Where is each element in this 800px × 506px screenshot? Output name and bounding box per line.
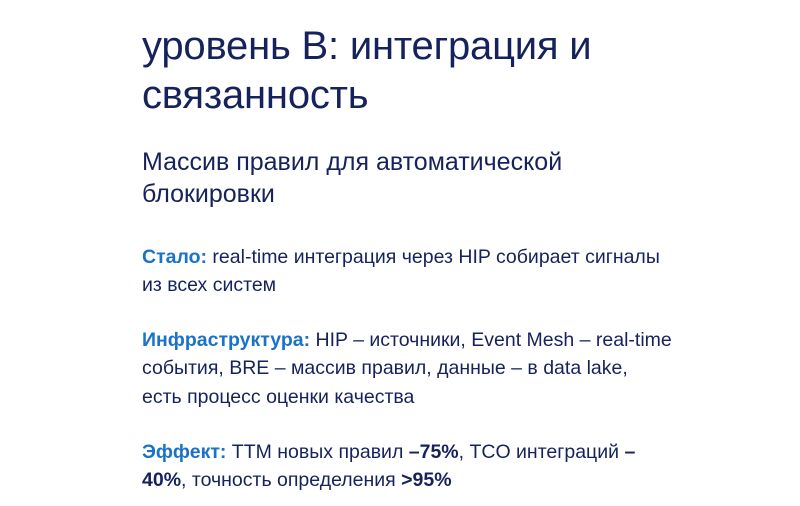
bullet-lead: Стало: [142, 245, 208, 268]
bullet-body: real-time интеграция через HIP собирает сигналы из всех систем [142, 245, 660, 296]
bullet-lead: Инфраструктура: [142, 329, 311, 352]
page-title: уровень B: интеграция и связанность [142, 24, 592, 117]
bullet-body: HIP – источники, Event Mesh – real-time события, BRE – массив правил, данные – в data lake, есть процесс оценки качества [142, 329, 672, 408]
slide-subtitle: Массив правил для автоматической блокировки [142, 147, 563, 209]
bullet-list [142, 243, 740, 495]
bullet-item [142, 243, 672, 300]
bullet-item [142, 326, 672, 411]
bullet-body: TTM новых правил –75%, TCO интеграций –40%, точность определения >95% [142, 440, 636, 492]
bullet-item [142, 438, 672, 495]
bullet-lead: Эффект: [142, 440, 227, 463]
